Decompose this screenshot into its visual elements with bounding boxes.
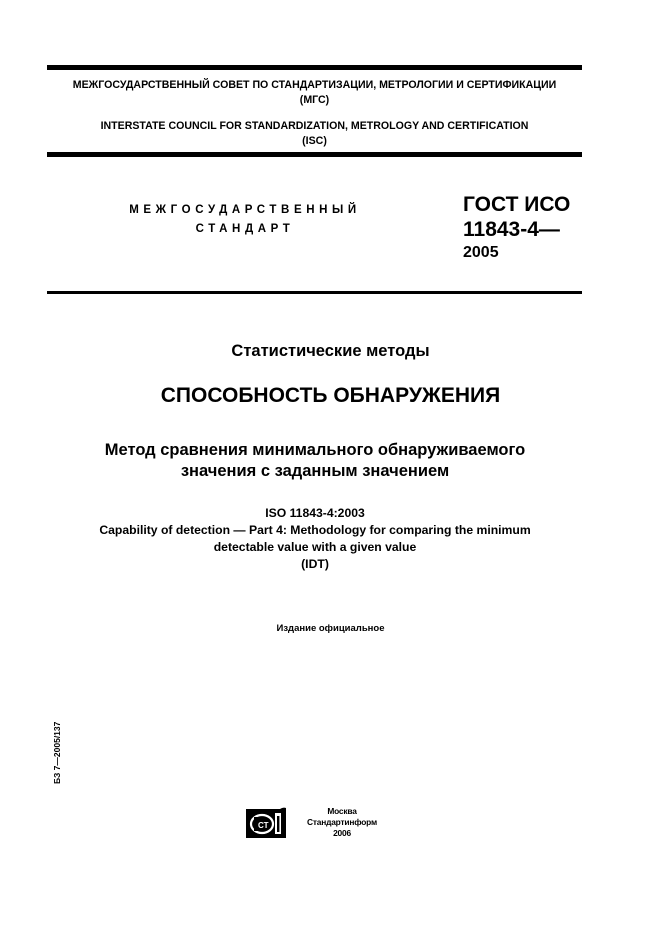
edition-label: Издание официальное (276, 623, 385, 634)
series-title: Статистические методы (231, 342, 430, 360)
designation-rule (47, 291, 582, 294)
council-en (47, 119, 582, 149)
iso-reference (40, 505, 590, 573)
designation-prefix: ГОСТ ИСО (463, 193, 571, 216)
main-title: СПОСОБНОСТЬ ОБНАРУЖЕНИЯ (160, 384, 501, 407)
council-ru (47, 78, 582, 108)
iso-title-line1: Capability of detection — Part 4: Methodology for comparing the minimum (99, 523, 531, 537)
subtitle-line1: Метод сравнения минимального обнаруживаемого (104, 441, 526, 459)
iso-number: ISO 11843-4:2003 (265, 506, 365, 520)
svg-text:СТ: СТ (258, 821, 269, 830)
designation-year: 2005 (463, 244, 499, 261)
header-bottom-rule (47, 152, 582, 157)
side-registration-code: БЗ 7—2005/137 (52, 721, 62, 784)
standard-kind-line2: СТАНДАРТ (195, 223, 295, 235)
standartinform-logo-icon (246, 807, 286, 839)
subtitle (15, 440, 615, 482)
council-en-name: INTERSTATE COUNCIL FOR STANDARDIZATION, METROLOGY AND CERTIFICATION (100, 120, 529, 132)
subtitle-line2: значения с заданным значением (180, 462, 450, 480)
iso-title-line2: detectable value with a given value (213, 540, 417, 554)
publisher-imprint (290, 806, 394, 839)
publisher-city: Москва (327, 806, 357, 816)
publisher-name: Стандартинформ (307, 817, 377, 827)
council-ru-abbr: (МГС) (299, 94, 330, 106)
iso-equivalence: (IDT) (301, 557, 329, 571)
top-rule (47, 65, 582, 70)
standard-kind (100, 201, 390, 239)
designation-number: 11843-4— (463, 218, 560, 241)
publisher-year: 2006 (333, 828, 351, 838)
standard-kind-line1: МЕЖГОСУДАРСТВЕННЫЙ (129, 204, 361, 216)
council-ru-name: МЕЖГОСУДАРСТВЕННЫЙ СОВЕТ ПО СТАНДАРТИЗАЦИИ, МЕТРОЛОГИИ И СЕРТИФИКАЦИИ (72, 79, 557, 91)
standard-designation (463, 192, 570, 264)
council-en-abbr: (ISC) (302, 135, 327, 147)
